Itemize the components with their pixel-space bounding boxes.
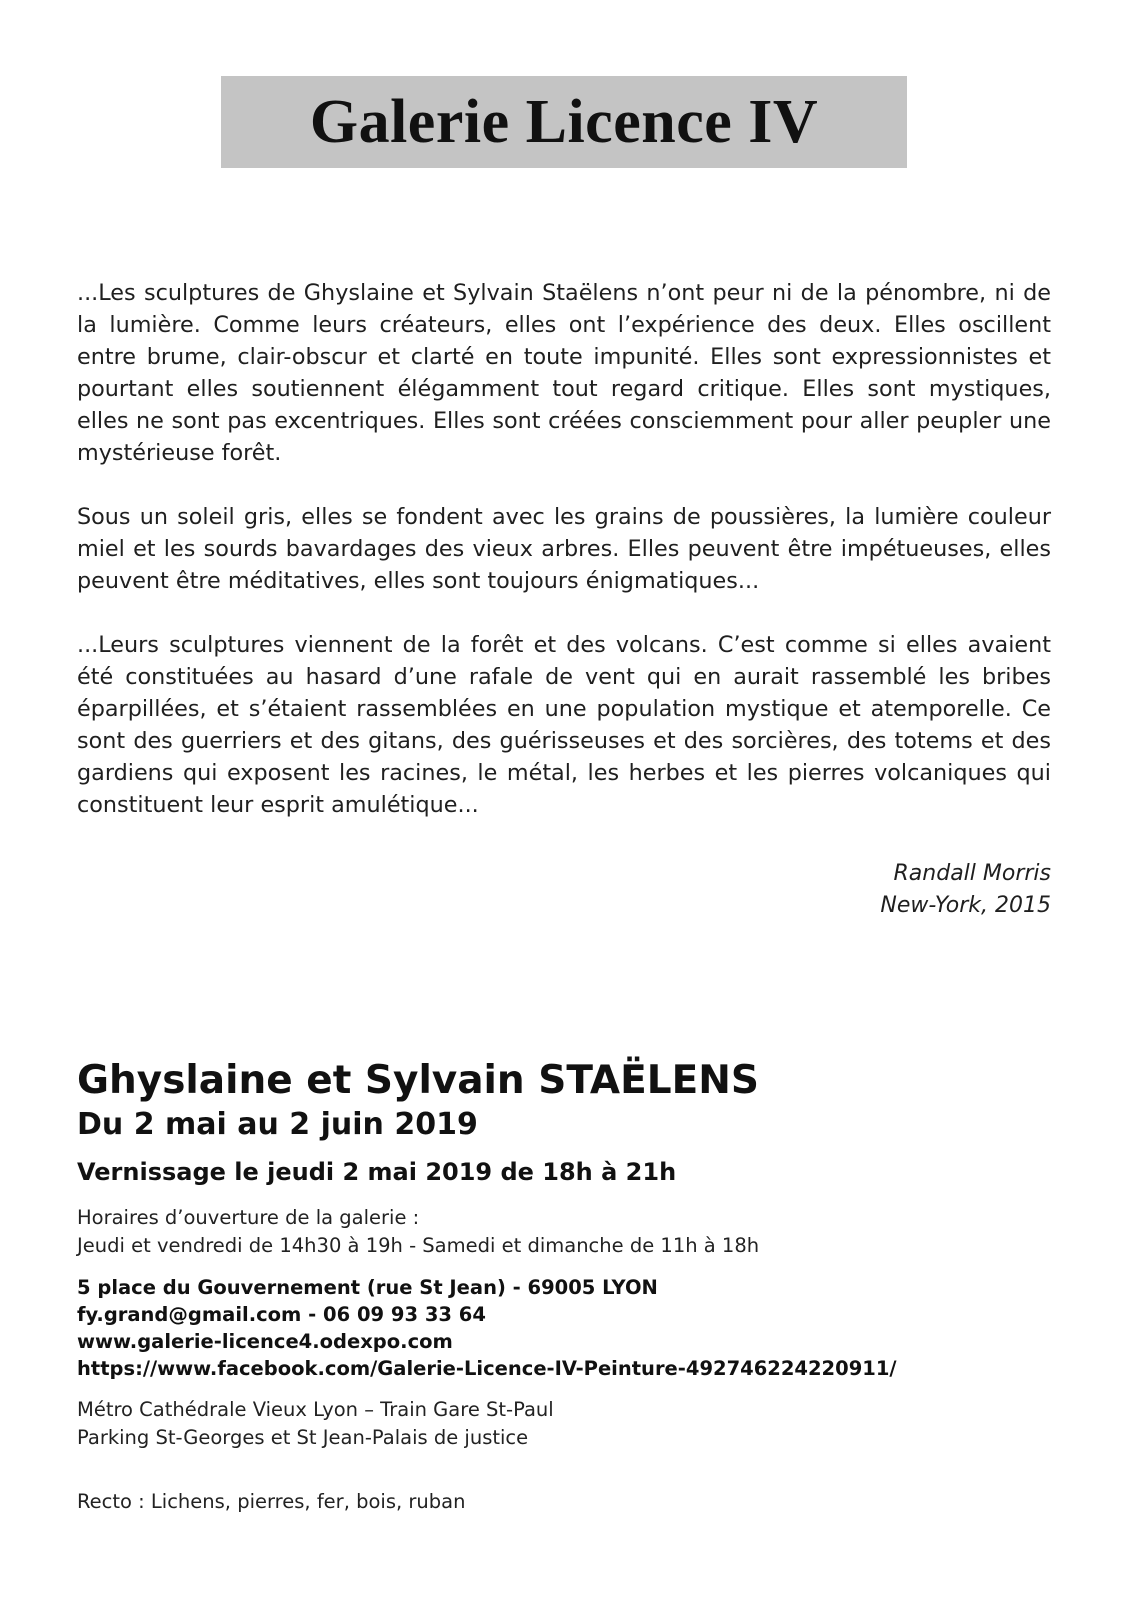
transport-info <box>77 1396 1057 1452</box>
signature-author: Randall Morris <box>893 861 1051 886</box>
recto-caption: Recto : Lichens, pierres, fer, bois, ruban <box>77 1490 466 1513</box>
essay-paragraph-2: Sous un soleil gris, elles se fondent avec les grains de poussières, la lumière couleur miel et les sourds bavardages des vieux arbres. Elles peuvent être impétueuses, elles peuvent être méditatives, elles sont toujours énigmatiques... <box>77 504 1051 594</box>
parking-info: Parking St-Georges et St Jean-Palais de justice <box>77 1426 529 1449</box>
facebook-link[interactable]: https://www.facebook.com/Galerie-Licence-IV-Peinture-492746224220911/ <box>77 1357 897 1380</box>
artist-names: Ghyslaine et Sylvain STAËLENS <box>77 1058 759 1103</box>
essay-signature <box>880 858 1051 922</box>
essay-paragraph-3: ...Leurs sculptures viennent de la forêt et des volcans. C’est comme si elles avaient été constituées au hasard d’une rafale de vent qui en aurait rassemblé les bribes éparpillées, et s’étaient rassemblées en une population mystique et atemporelle. Ce sont des guerriers et des gitans, des guérisseuses et des sorcières, des totems et des gardiens qui exposent les racines, le métal, les herbes et les pierres volcaniques qui constituent leur esprit amulétique... <box>77 632 1051 818</box>
essay-text <box>77 277 1051 853</box>
essay-paragraph-1: ...Les sculptures de Ghyslaine et Sylvain Staëlens n’ont peur ni de la pénombre, ni de la lumière. Comme leurs créateurs, elles ont l’expérience des deux. Elles oscillent entre brume, clair-obscur et clarté en toute impunité. Elles sont expressionnistes et pourtant elles soutiennent élégamment tout regard critique. Elles sont mystiques, elles ne sont pas excentriques. Elles sont créées consciemment pour aller peupler une mystérieuse forêt. <box>77 280 1051 466</box>
opening-hours <box>77 1204 1057 1260</box>
gallery-address: 5 place du Gouvernement (rue St Jean) - 69005 LYON <box>77 1276 658 1299</box>
gallery-title: Galerie Licence IV <box>309 87 819 156</box>
exhibition-info <box>77 1056 1057 1516</box>
exhibition-dates: Du 2 mai au 2 juin 2019 <box>77 1107 478 1142</box>
contact-block <box>77 1274 1057 1382</box>
metro-train-info: Métro Cathédrale Vieux Lyon – Train Gare St-Paul <box>77 1398 554 1421</box>
email-phone: fy.grand@gmail.com - 06 09 93 33 64 <box>77 1303 486 1326</box>
vernissage-info: Vernissage le jeudi 2 mai 2019 de 18h à 21h <box>77 1158 677 1186</box>
opening-hours-label: Horaires d’ouverture de la galerie : <box>77 1206 420 1229</box>
website-link[interactable]: www.galerie-licence4.odexpo.com <box>77 1330 453 1353</box>
signature-place-year: New-York, 2015 <box>880 893 1051 918</box>
gallery-title-banner <box>221 76 907 168</box>
opening-hours-detail: Jeudi et vendredi de 14h30 à 19h - Samedi et dimanche de 11h à 18h <box>77 1234 760 1257</box>
